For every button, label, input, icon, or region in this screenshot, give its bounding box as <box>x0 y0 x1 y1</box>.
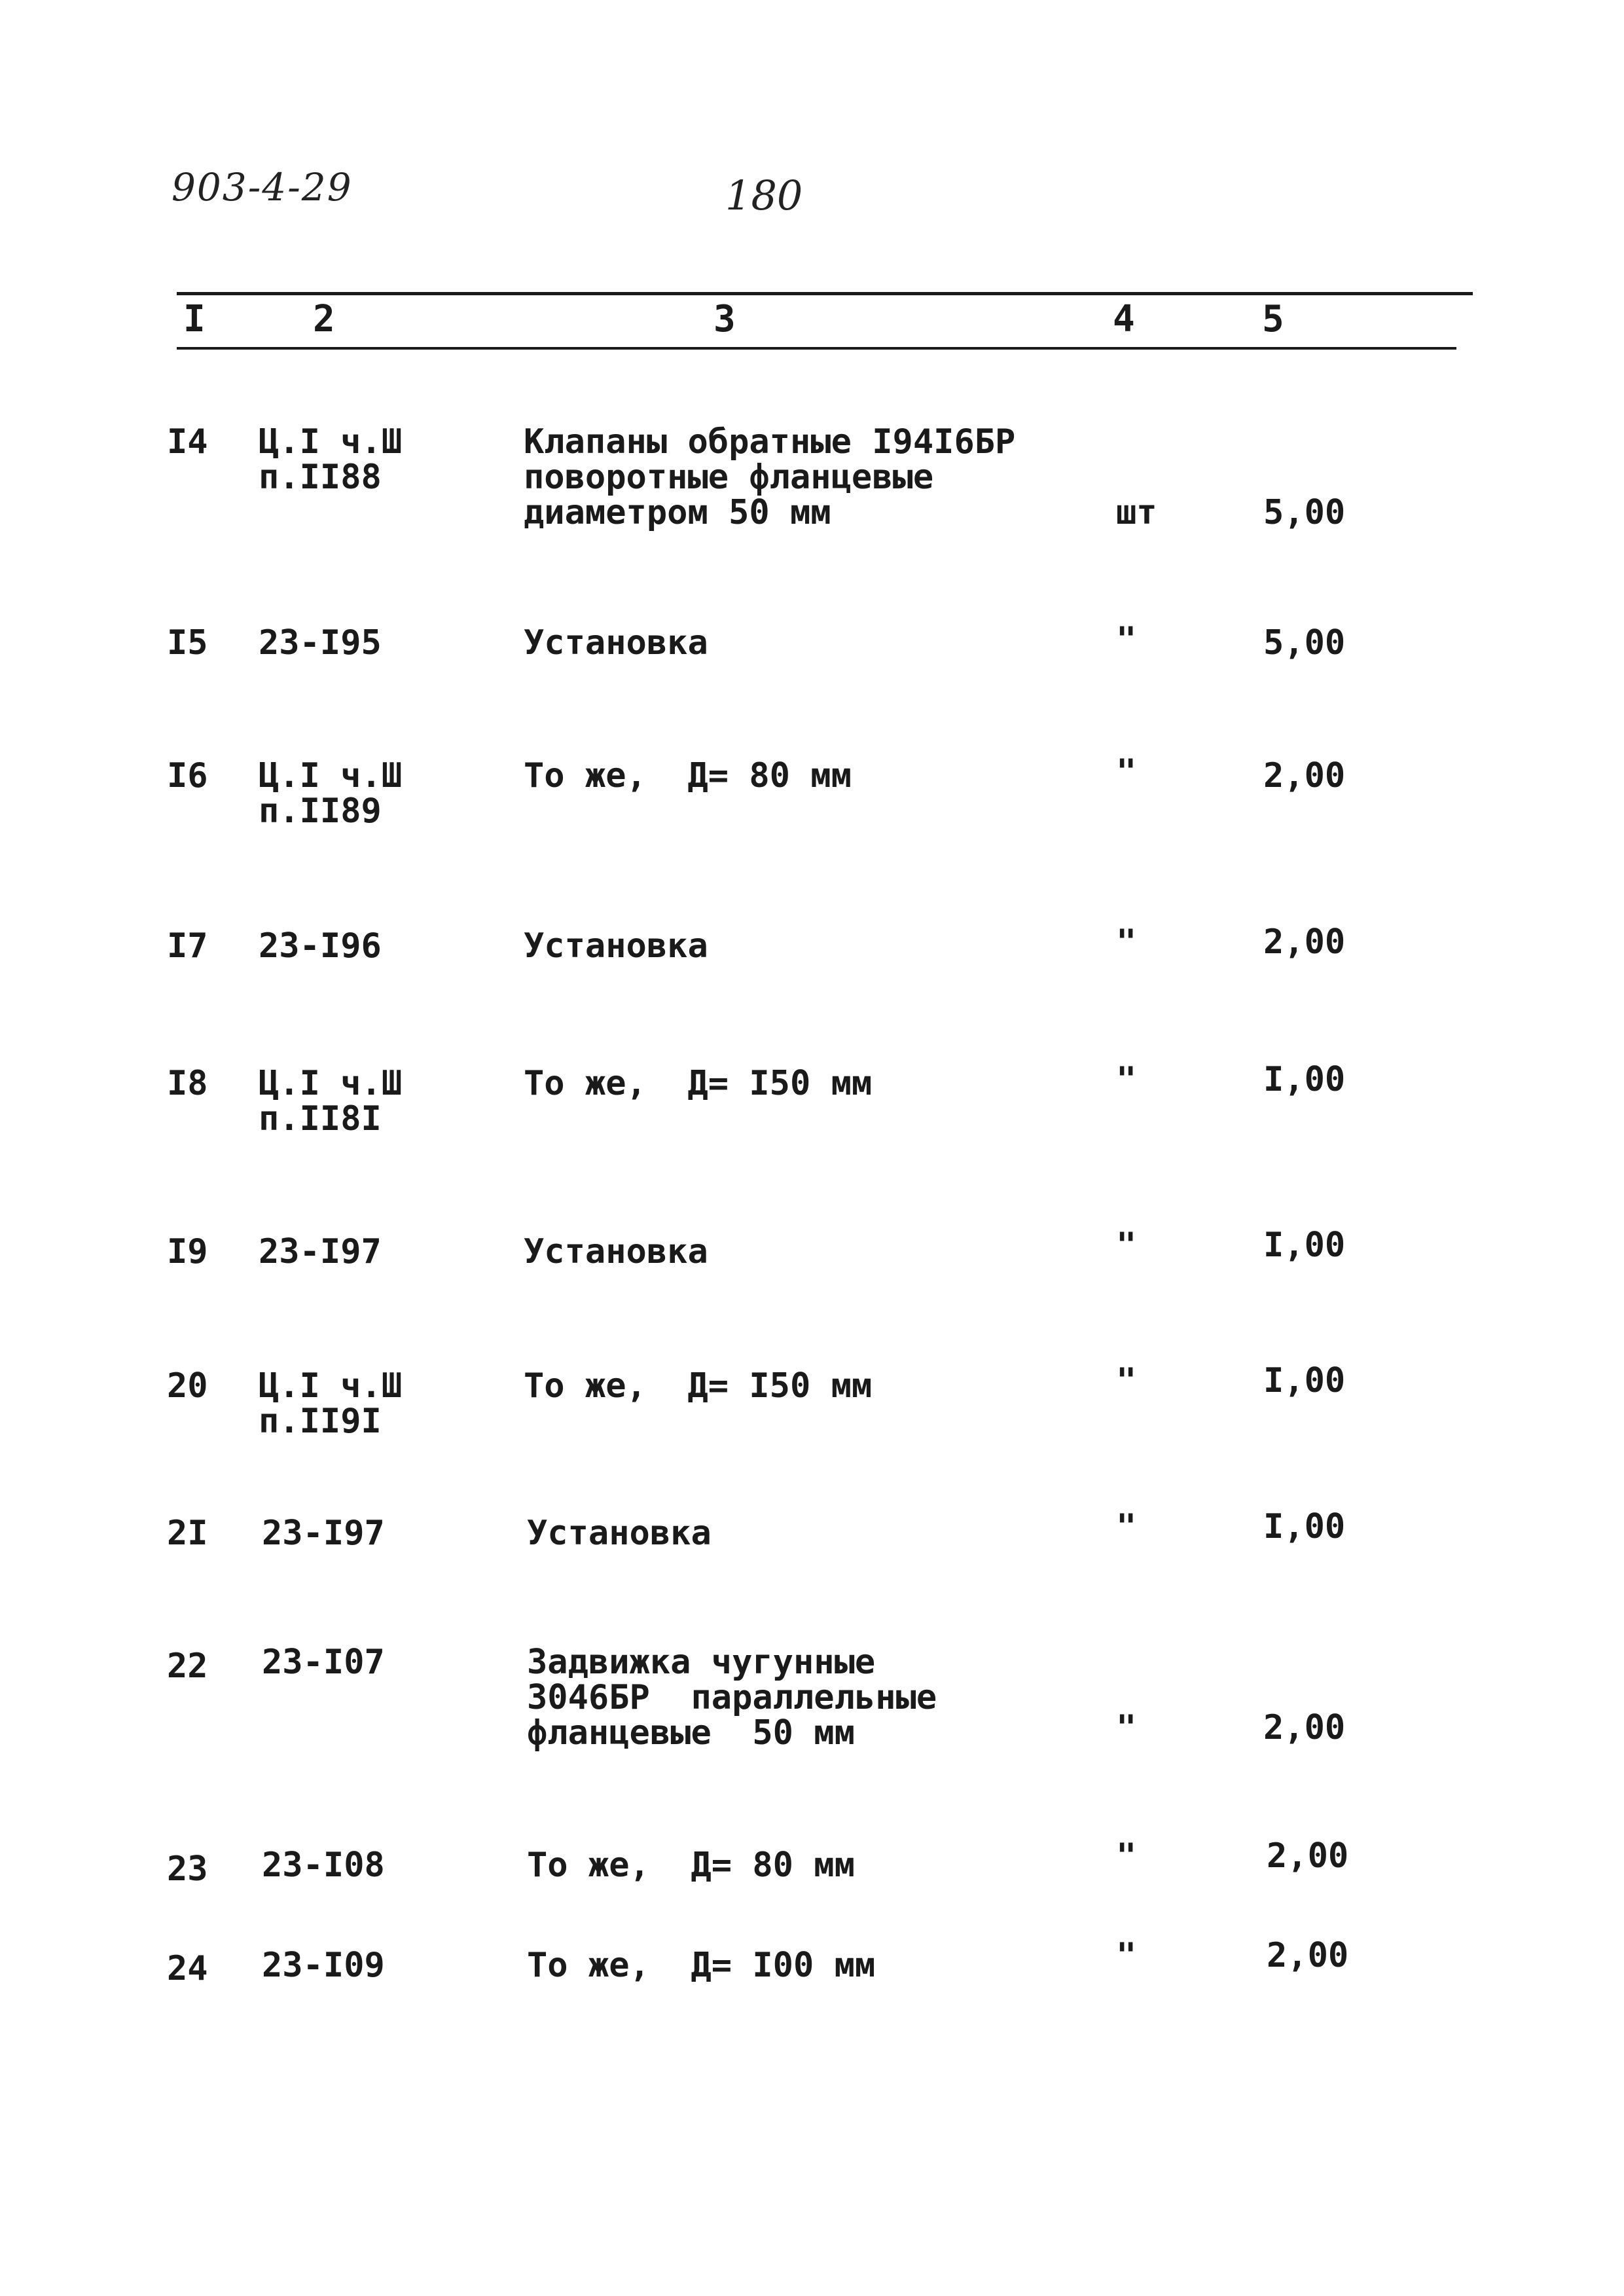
column-header-4: 4 <box>1113 298 1135 340</box>
row-reference: Ц.I ч.Ш <box>259 1064 403 1103</box>
row-quantity: I,00 <box>1263 1226 1346 1265</box>
row-quantity: 5,00 <box>1263 493 1346 532</box>
row-reference: 23-I95 <box>259 623 382 663</box>
row-description: Установка <box>524 926 708 966</box>
row-description: То же, Д= 80 мм <box>524 756 852 795</box>
document-code: 903-4-29 <box>171 165 353 210</box>
row-reference: 23-I07 <box>262 1643 385 1682</box>
column-header-5: 5 <box>1262 298 1284 340</box>
row-description: То же, Д= I00 мм <box>527 1946 876 1985</box>
row-unit: " <box>1116 1708 1137 1747</box>
row-unit: " <box>1116 620 1137 659</box>
column-header-2: 2 <box>313 298 335 340</box>
column-header-3: 3 <box>713 298 736 340</box>
row-number: 20 <box>167 1366 208 1406</box>
row-description: То же, Д= I50 мм <box>524 1366 873 1406</box>
row-unit: " <box>1116 1060 1137 1099</box>
row-quantity: I,00 <box>1263 1060 1346 1099</box>
row-reference: п.II89 <box>259 792 382 831</box>
row-description: поворотные фланцевые <box>524 458 934 497</box>
row-number: 2I <box>167 1514 208 1553</box>
column-header-1: I <box>183 298 206 340</box>
row-description: фланцевые 50 мм <box>527 1713 855 1753</box>
row-description: Установка <box>524 1232 708 1271</box>
row-description: Установка <box>524 623 708 663</box>
row-description: То же, Д= I50 мм <box>524 1064 873 1103</box>
row-description: Установка <box>527 1514 712 1553</box>
row-number: 23 <box>167 1850 208 1889</box>
row-description: Задвижка чугунные <box>527 1643 876 1682</box>
row-reference: Ц.I ч.Ш <box>259 1366 403 1406</box>
page-number: 180 <box>725 172 803 219</box>
row-number: I5 <box>167 623 208 663</box>
row-number: I9 <box>167 1232 208 1271</box>
row-number: I4 <box>167 422 208 462</box>
row-reference: 23-I08 <box>262 1846 385 1885</box>
row-number: I7 <box>167 926 208 966</box>
row-quantity: 2,00 <box>1263 1708 1346 1747</box>
row-reference: 23-I97 <box>262 1514 385 1553</box>
row-unit: " <box>1116 922 1137 962</box>
row-reference: Ц.I ч.Ш <box>259 422 403 462</box>
row-description: То же, Д= 80 мм <box>527 1846 855 1885</box>
row-description: Клапаны обратные I94I6БР <box>524 422 1016 462</box>
row-unit: " <box>1116 1936 1137 1975</box>
row-unit: " <box>1116 1507 1137 1546</box>
row-reference: 23-I97 <box>259 1232 382 1271</box>
row-reference: 23-I96 <box>259 926 382 966</box>
row-number: I6 <box>167 756 208 795</box>
row-unit: " <box>1116 1226 1137 1265</box>
row-unit: " <box>1116 1361 1137 1400</box>
row-quantity: I,00 <box>1263 1361 1346 1400</box>
row-reference: 23-I09 <box>262 1946 385 1985</box>
header-bottom-rule <box>177 347 1456 350</box>
row-description: диаметром 50 мм <box>524 493 831 532</box>
row-quantity: 2,00 <box>1267 1836 1349 1876</box>
row-description: 3046БР параллельные <box>527 1678 937 1717</box>
row-quantity: 2,00 <box>1267 1936 1349 1975</box>
row-unit: шт <box>1116 493 1157 532</box>
row-number: 22 <box>167 1647 208 1686</box>
row-quantity: 2,00 <box>1263 756 1346 795</box>
row-reference: п.II8I <box>259 1099 382 1139</box>
row-reference: Ц.I ч.Ш <box>259 756 403 795</box>
row-quantity: 5,00 <box>1263 623 1346 663</box>
row-quantity: 2,00 <box>1263 922 1346 962</box>
row-reference: п.II9I <box>259 1402 382 1441</box>
row-reference: п.II88 <box>259 458 382 497</box>
header-top-rule <box>177 292 1473 295</box>
row-unit: " <box>1116 1836 1137 1876</box>
row-number: I8 <box>167 1064 208 1103</box>
row-quantity: I,00 <box>1263 1507 1346 1546</box>
row-unit: " <box>1116 752 1137 792</box>
row-number: 24 <box>167 1949 208 1988</box>
